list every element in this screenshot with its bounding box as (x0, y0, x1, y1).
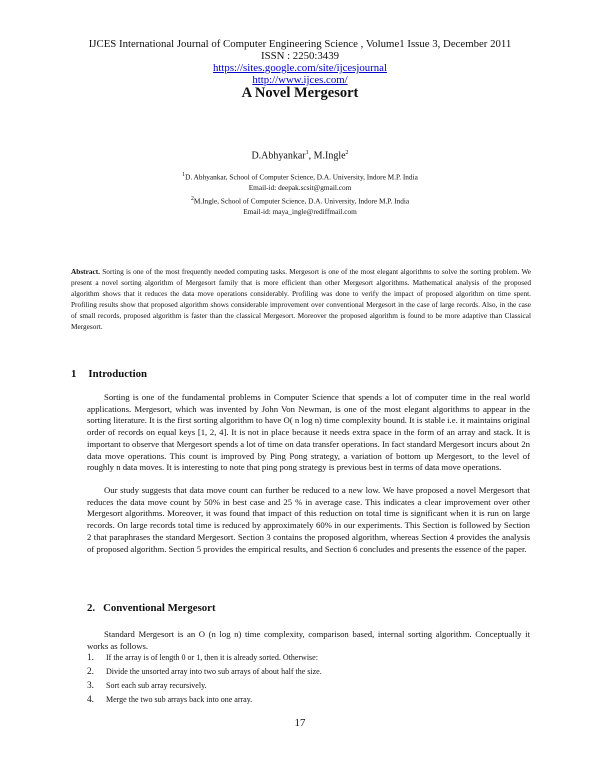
step-2-text: Divide the unsorted array into two sub arrays of about half the size. (106, 667, 322, 676)
algorithm-steps (87, 651, 527, 707)
abstract-label: Abstract. (71, 267, 100, 276)
step-3-text: Sort each sub array recursively. (106, 681, 207, 690)
step-1-text: If the array is of length 0 or 1, then it is already sorted. Otherwise: (106, 653, 318, 662)
affiliation-2 (0, 194, 600, 217)
list-item (87, 665, 527, 679)
section-1-paragraph-1: Sorting is one of the fundamental problems in Computer Science that spends a lot of computer time in the real world applications. Mergesort, which was invented by John Von Newman, is one of the most elegant algorithms to appear in the sorting literature. It is the first sorting algorithm to have O( n log n) time complexity bound. It is stable i.e. it maintains original order of records on equal keys [1, 2, 4]. It is not in place because it needs extra space in the form of an array and stack. It is important to observe that Mergesort spends a lot of time on data transfer operations. In fact standard Mergesort incurs about 2n data move operations. This count is improved by Ping Pong strategy, a variation of bottom up Mergesort, to the level of roughly n data moves. It is interesting to note that ping pong strategy is previous best in terms of data move operations. (87, 392, 530, 473)
section-1-heading (71, 368, 147, 380)
list-item (87, 693, 527, 707)
affiliation-2-sup: 2 (190, 196, 194, 202)
affiliation-1 (0, 170, 600, 193)
section-2-intro: Standard Mergesort is an O (n log n) time complexity, comparison based, internal sorting algorithm. Conceptually it works as follows. (87, 629, 530, 651)
section-2-number: 2. (87, 602, 96, 614)
journal-url-ijces[interactable]: http://www.ijces.com/ (252, 74, 348, 86)
paper-title: A Novel Mergesort (241, 85, 359, 101)
author-line (0, 150, 600, 161)
section-1-paragraph-2: Our study suggests that data move count can further be reduced to a new low. We have proposed a novel Mergesort that reduces the data move count by 50% in best case and 25 % in average case. This indicates a clear improvement over other Mergesort algorithms. Moreover, it was found that impact of this reduction on total time is significant when it is run on large records. On large records total time is reduced by approximately 60% in our experiments. This Section is followed by Section 2 that paraphrases the standard Mergesort. Section 3 contains the proposed algorithm, whereas Section 4 provides the analysis of proposed algorithm. Section 5 provides the empirical results, and Section 6 concludes and presents the essence of the paper. (87, 485, 530, 554)
abstract (71, 266, 531, 332)
list-item (87, 651, 527, 665)
affiliation-1-sup: 1 (182, 172, 186, 178)
journal-header (0, 38, 600, 86)
author-2-sup: 2 (345, 150, 349, 156)
step-1-number: 1. (87, 653, 94, 663)
affiliation-1-email: Email-id: deepak.scsit@gmail.com (248, 183, 352, 193)
author-1-sup: 1 (305, 150, 309, 156)
section-1-title: Introduction (88, 368, 148, 380)
affiliation-2-text: M.Ingle, School of Computer Science, D.A. University, Indore M.P. India (193, 196, 410, 206)
journal-line: IJCES International Journal of Computer Engineering Science , Volume1 Issue 3, December 2011 (88, 38, 512, 50)
step-2-number: 2. (87, 667, 94, 677)
step-3-number: 3. (87, 681, 94, 691)
section-1-number: 1 (71, 368, 77, 380)
author-1: D.Abhyankar (251, 150, 306, 162)
abstract-text: Sorting is one of the most frequently needed computing tasks. Mergesort is one of the most elegant algorithms to solve the sorting problem. We present a novel sorting algorithm of Mergesort family that is more efficient than other Mergesort algorithms. Mathematical analysis of the proposed algorithm shows that it reduces the data move operations considerably. Profiling was done to verify the impact of proposed algorithm on time spent. Profiling results show that proposed algorithm shows considerable improvement over conventional Mergesort in the case of large records. Also, in the case of small records, proposed algorithm is faster than the classical Mergesort. Moreover the proposed algorithm is found to be more adaptive than Classical Mergesort. (71, 267, 531, 331)
author-sep: , (308, 150, 314, 162)
author-2: M.Ingle (313, 150, 346, 162)
section-2-title: Conventional Mergesort (103, 602, 216, 614)
section-2-heading (87, 602, 216, 614)
affiliation-2-email: Email-id: maya_ingle@rediffmail.com (243, 207, 357, 217)
issn: ISSN : 2250:3439 (261, 50, 339, 62)
list-item (87, 679, 527, 693)
journal-url-google[interactable]: https://sites.google.com/site/ijcesjournal (213, 62, 387, 74)
page-number: 17 (294, 717, 306, 729)
step-4-number: 4. (87, 695, 94, 705)
affiliation-1-text: D. Abhyankar, School of Computer Science, D.A. University, Indore M.P. India (185, 172, 418, 182)
step-4-text: Merge the two sub arrays back into one array. (106, 695, 253, 704)
